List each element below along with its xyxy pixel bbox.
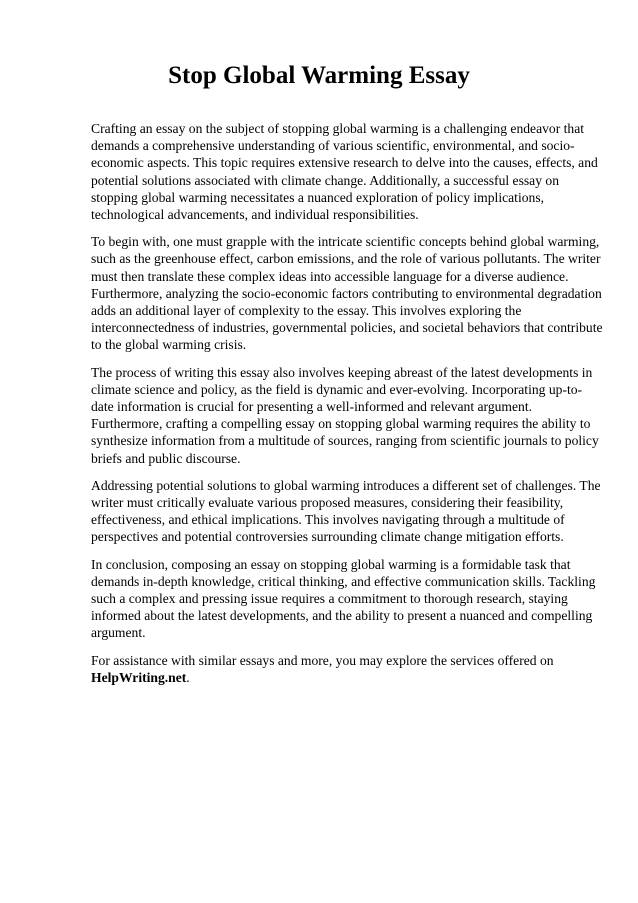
essay-body: [91, 120, 603, 696]
closing-paragraph: [91, 652, 603, 686]
paragraph-2: To begin with, one must grapple with the intricate scientific concepts behind global warming, such as the greenhouse effect, carbon emissions, and the role of various pollutants. The writer must then translate these complex ideas into accessible language for a diverse audience. Furthermore, analyzing the socio-economic factors contributing to environmental degradation adds an additional layer of complexity to the essay. This involves exploring the interconnectedness of industries, governmental policies, and societal behaviors that contribute to the global warming crisis.: [91, 234, 603, 353]
closing-text: For assistance with similar essays and more, you may explore the services offered on: [91, 652, 554, 668]
paragraph-4: Addressing potential solutions to global warming introduces a different set of challenges. The writer must critically evaluate various proposed measures, considering their feasibility, effectiveness, and ethical implications. This involves navigating through a multitude of perspectives and potential controversies surrounding climate change mitigation efforts.: [91, 477, 601, 545]
helpwriting-link[interactable]: HelpWriting.net: [91, 669, 187, 685]
paragraph-1: Crafting an essay on the subject of stopping global warming is a challenging endeavor that demands a comprehensive understanding of various scientific, environmental, and socio-economic aspects. This topic requires extensive research to delve into the causes, effects, and potential solutions associated with climate change. Additionally, a successful essay on stopping global warming necessitates a nuanced exploration of policy implications, technological advancements, and individual responsibilities.: [91, 121, 598, 223]
page-title: Stop Global Warming Essay: [168, 62, 470, 89]
paragraph-3: The process of writing this essay also involves keeping abreast of the latest developments in climate science and policy, as the field is dynamic and ever-evolving. Incorporating up-to-date information is crucial for presenting a well-informed and relevant argument. Furthermore, crafting a compelling essay on stopping global warming requires the ability to synthesize information from a multitude of sources, ranging from scientific journals to policy briefs and public discourse.: [91, 364, 599, 466]
paragraph-5: In conclusion, composing an essay on stopping global warming is a formidable task that demands in-depth knowledge, critical thinking, and effective communication skills. Tackling such a complex and pressing issue requires a commitment to thorough research, staying informed about the latest developments, and the ability to present a nuanced and compelling argument.: [91, 556, 596, 641]
closing-period: .: [186, 669, 190, 685]
